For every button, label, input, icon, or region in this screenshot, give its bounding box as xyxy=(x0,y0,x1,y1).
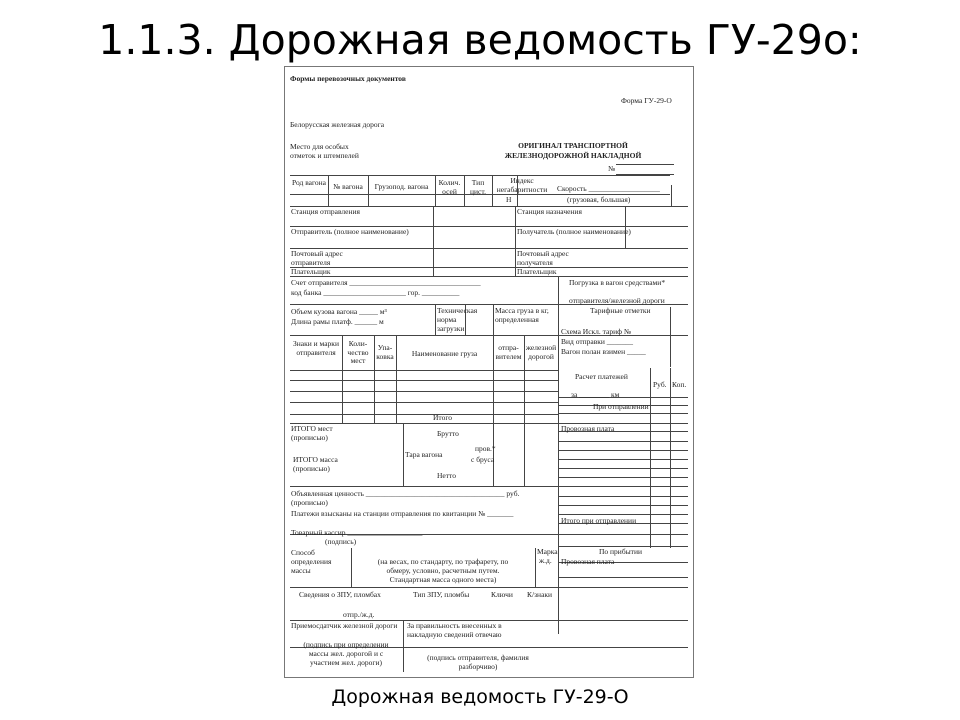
receiver: Получатель (полное наименование) xyxy=(517,227,631,236)
special-marks-label: Место для особых xyxy=(290,142,349,151)
number-box xyxy=(616,174,674,175)
method-label: определения xyxy=(291,557,332,566)
grid-line xyxy=(290,248,688,249)
grid-line xyxy=(670,307,671,367)
tariff-scheme: Схема Искл. тариф № xyxy=(561,327,632,336)
receiver-address: Почтовый адрес получателя xyxy=(517,249,569,267)
payments-collected: Платежи взысканы на станции отправления по квитанции № _______ xyxy=(291,509,514,518)
destination-station: Станция назначения xyxy=(517,207,582,216)
tariff-title: Тарифные отметки xyxy=(590,306,651,315)
grid-line xyxy=(290,391,558,392)
speed-hint: (грузовая, большая) xyxy=(567,195,631,204)
number-label: № xyxy=(608,164,616,173)
grid-line xyxy=(435,304,436,335)
goods-col-places: Коли-чество мест xyxy=(347,339,369,365)
kznaki-label: К/знаки xyxy=(527,590,553,599)
index-h: Н xyxy=(506,195,512,204)
form-code: Форма ГУ-29-О xyxy=(621,96,672,105)
carriage-fee: Провозная плата xyxy=(561,424,615,433)
tare-label: Тара вагона xyxy=(405,450,443,459)
grid-line xyxy=(558,477,688,478)
grid-line xyxy=(558,496,688,497)
method-text: Стандартная масса одного места) xyxy=(389,575,497,584)
sender-address: Почтовый адрес отправителя xyxy=(291,249,343,267)
wagon-col-axles: Колич. осей xyxy=(438,178,461,196)
tech-norm: загрузки xyxy=(437,324,465,333)
tare-check: пров.* xyxy=(475,444,496,453)
grid-line xyxy=(403,423,404,487)
goods-col-rail-mass: железной дорогой xyxy=(525,343,557,361)
slide-title: 1.1.3. Дорожная ведомость ГУ-29о: xyxy=(98,16,862,64)
grid-line xyxy=(290,423,688,424)
grid-line xyxy=(558,441,688,442)
wagon-col-capacity: Грузопод. вагона xyxy=(374,182,429,191)
wagon-col-index: Индекс негабаритности xyxy=(496,176,548,194)
tech-norm: норма xyxy=(437,315,457,324)
dispatch-station: Станция отправления xyxy=(291,207,360,216)
special-marks-label: отметок и штемпелей xyxy=(290,151,359,160)
at-dispatch: При отправлении xyxy=(593,402,649,411)
waybill-form-scan xyxy=(284,66,694,678)
mass-determined: Масса груза в кг, xyxy=(495,306,549,315)
net: Нетто xyxy=(437,471,456,480)
doc-title: ОРИГИНАЛ ТРАНСПОРТНОЙ xyxy=(518,141,628,150)
grid-line xyxy=(290,587,688,588)
grid-line xyxy=(290,402,558,403)
correctness-hint: (подпись отправителя, фамилия xyxy=(427,653,529,662)
declared-hint: (прописью) xyxy=(291,498,328,507)
per-km: за ________ км xyxy=(571,390,620,399)
grid-line xyxy=(515,206,516,276)
correctness-hint: разборчиво) xyxy=(458,662,498,671)
goods-col-sender-mass: отпра-вителем xyxy=(495,343,522,361)
tech-norm: Техническая xyxy=(437,306,478,315)
cashier-sign: (подпись) xyxy=(325,537,357,546)
grid-line xyxy=(535,548,536,587)
grid-line xyxy=(396,335,397,423)
body-volume: Объем кузова вагона _____ м³ xyxy=(291,307,387,316)
keys-label: Ключи xyxy=(491,590,513,599)
acceptor-hint: (подпись при определении xyxy=(303,640,389,649)
grid-line xyxy=(558,505,688,506)
total-label: Итого xyxy=(433,413,452,422)
acceptor-label: Приемосдатчик железной дороги xyxy=(291,621,398,630)
declared-value: Объявленная ценность _____________________________________ руб. xyxy=(291,489,520,498)
frame-length: Длина рамы платф. ______ м xyxy=(291,317,384,326)
sender: Отправитель (полное наименование) xyxy=(291,227,409,236)
acceptor-hint: участием жел. дороги) xyxy=(310,658,382,667)
railway-name: Белорусская железная дорога xyxy=(290,120,385,129)
bank-code: код банка ______________________ гор. __________ xyxy=(291,288,460,297)
grid-line xyxy=(558,514,688,515)
grid-line xyxy=(290,414,558,415)
wagon-col-number: № вагона xyxy=(333,182,363,191)
doc-title: ЖЕЛЕЗНОДОРОЖНОЙ НАКЛАДНОЙ xyxy=(504,151,642,160)
seals-label: Сведения о ЗПУ, пломбах xyxy=(299,590,381,599)
speed-label: Скорость ___________________ xyxy=(557,184,660,193)
grid-line xyxy=(290,267,688,268)
grid-line xyxy=(558,577,688,578)
correctness-label: За правильность внесенных в xyxy=(407,621,502,630)
wagon-col-tank: Тип цист. xyxy=(470,178,486,196)
method-label: Способ xyxy=(291,548,315,557)
goods-col-packing: Упа-ковка xyxy=(376,343,394,361)
method-text: обмеру, условно, расчетным путем. xyxy=(386,566,500,575)
goods-col-marks: Знаки и марки отправителя xyxy=(293,339,339,357)
method-text: (на весах, по стандарту, по трафарету, по xyxy=(377,557,509,566)
total-places: ИТОГО мест xyxy=(291,424,333,433)
grid-line xyxy=(558,276,559,634)
sender-account: Счет отправителя ___________________________________ xyxy=(291,278,481,287)
grid-line xyxy=(558,450,688,451)
cashier: Товарный кассир ____________________ xyxy=(291,528,423,537)
mark-label: ж.д. xyxy=(539,556,552,565)
payments-title: Расчет платежей xyxy=(575,372,628,381)
rub-col: Руб. xyxy=(653,380,667,389)
gross: Брутто xyxy=(437,429,459,438)
seal-type: Тип ЗПУ, пломбы xyxy=(413,590,470,599)
acceptor-hint: массы жел. дорогой и с xyxy=(308,649,384,658)
number-box xyxy=(616,164,674,165)
mark-label: Марка xyxy=(537,547,558,556)
loading-hint: отправителя/железной дороги xyxy=(569,296,665,305)
payer-left: Плательщик xyxy=(291,267,331,276)
grid-line xyxy=(558,413,688,414)
mass-determined: определенная xyxy=(495,315,539,324)
grid-line xyxy=(290,380,558,381)
goods-col-name: Наименование груза xyxy=(411,349,478,358)
dispatch-type: Вид отправки _______ xyxy=(561,337,634,346)
wagon-replacement: Вагон полан взимен _____ xyxy=(561,347,646,356)
correctness-label: накладную сведений отвечаю xyxy=(407,630,502,639)
grid-line xyxy=(290,370,558,371)
grid-line xyxy=(558,468,688,469)
total-places-hint: (прописью) xyxy=(291,433,328,442)
wagon-col-type: Род вагона xyxy=(292,178,326,187)
kop-col: Коп. xyxy=(672,380,687,389)
arrival-carriage-fee: Провозная плата xyxy=(561,557,615,566)
total-mass-hint: (прописью) xyxy=(293,464,330,473)
method-label: массы xyxy=(291,566,311,575)
form-header: Формы перевозочных документов xyxy=(290,74,406,83)
grid-line xyxy=(650,368,651,548)
payer-right: Плательщик xyxy=(517,267,557,276)
grid-line xyxy=(671,185,672,206)
grid-line xyxy=(290,276,688,277)
grid-line xyxy=(670,368,671,548)
grid-line xyxy=(558,459,688,460)
loading-label: Погрузка в вагон средствами* xyxy=(569,278,666,287)
grid-line xyxy=(433,206,434,276)
total-mass: ИТОГО масса xyxy=(293,455,338,464)
slide-caption: Дорожная ведомость ГУ-29-О xyxy=(331,686,629,708)
total-at-dispatch: Итого при отправлении xyxy=(561,516,637,525)
on-arrival: По прибытии xyxy=(599,547,642,556)
grid-line xyxy=(290,175,670,176)
grid-line xyxy=(493,304,494,335)
grid-line xyxy=(290,486,688,487)
tare-stencil: с бруса xyxy=(471,455,495,464)
sender-rail: отпр./ж.д. xyxy=(343,610,375,619)
